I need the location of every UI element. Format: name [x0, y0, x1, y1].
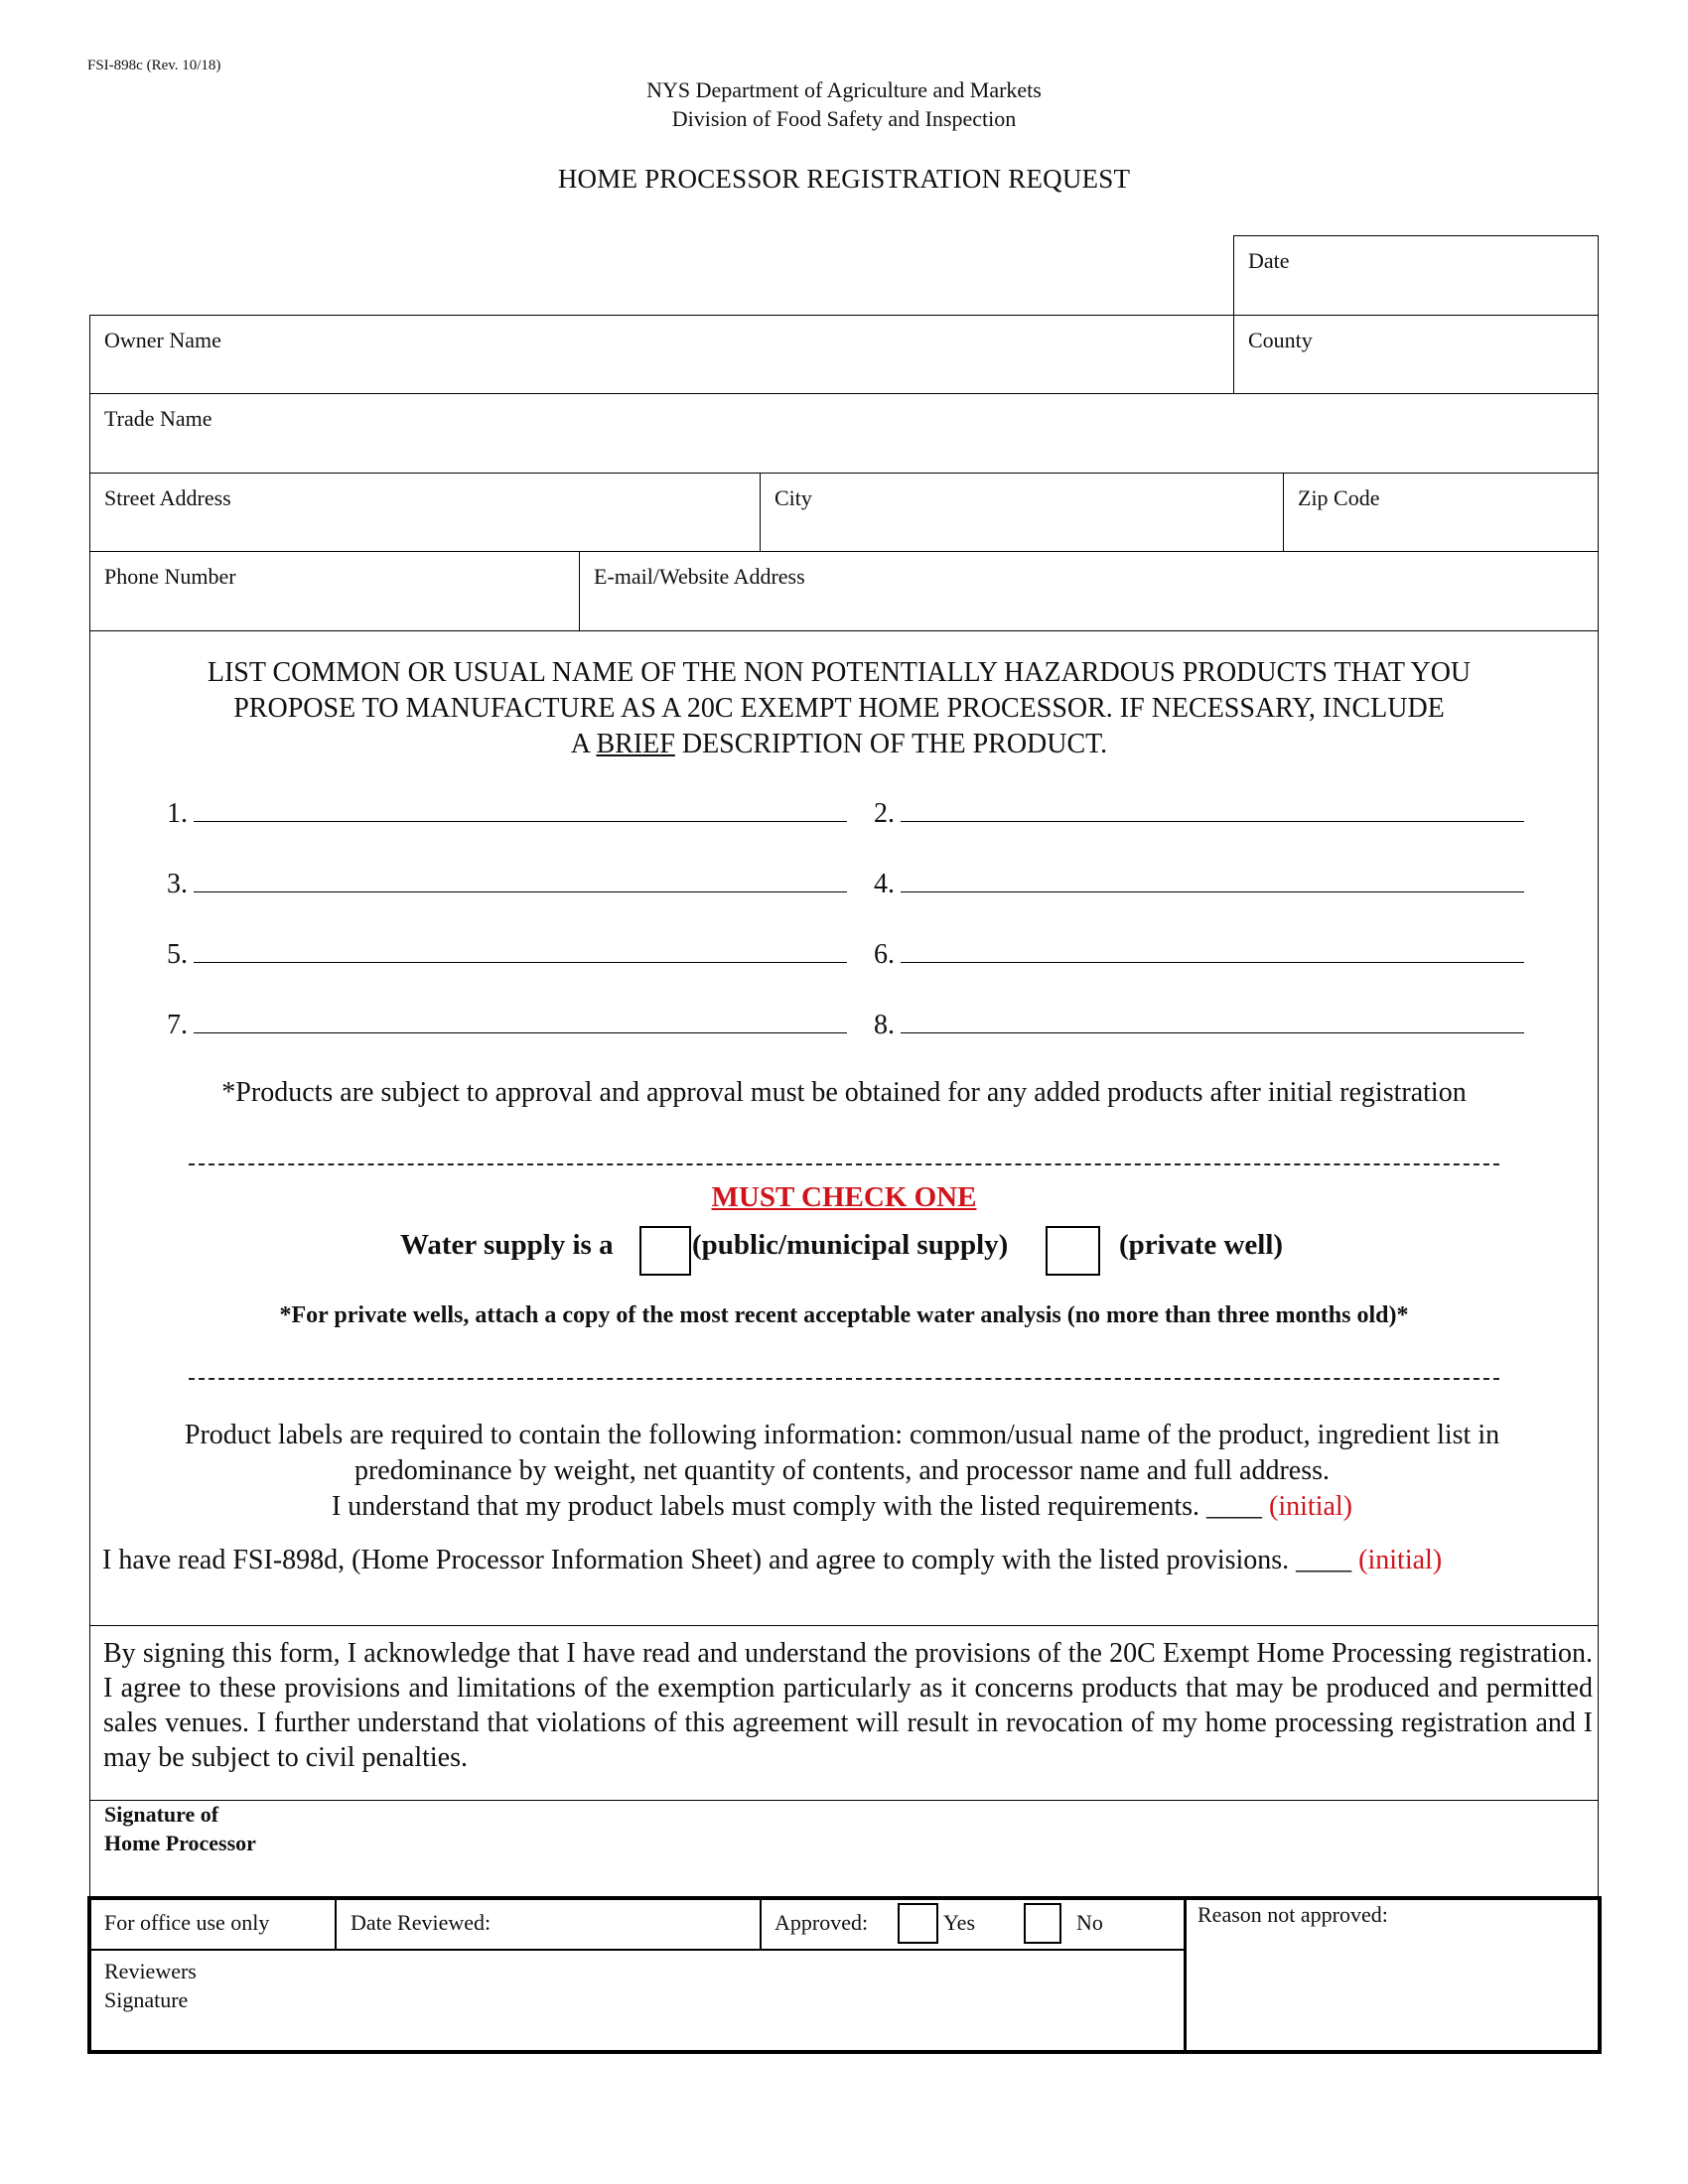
signature-label-line-2: Home Processor — [104, 1831, 256, 1855]
city-box — [760, 473, 1284, 552]
county-box — [1233, 315, 1599, 394]
office-col-divider-1 — [335, 1899, 337, 1950]
signature-label — [104, 1800, 256, 1857]
signature-label-line-1: Signature of — [104, 1802, 219, 1827]
private-well-checkbox[interactable] — [1046, 1226, 1100, 1276]
public-supply-label: (public/municipal supply) — [692, 1229, 1009, 1261]
public-supply-checkbox[interactable] — [639, 1226, 691, 1276]
private-well-label: (private well) — [1119, 1229, 1284, 1261]
product-number-8: 8. — [874, 1010, 895, 1040]
product-number-6: 6. — [874, 939, 895, 970]
brief-underlined: BRIEF — [596, 729, 675, 759]
product-line-1[interactable] — [167, 797, 847, 830]
date-label: Date — [1248, 248, 1290, 273]
approved-yes-checkbox[interactable] — [898, 1903, 938, 1944]
approved-yes-label: Yes — [943, 1910, 976, 1935]
signature-box[interactable] — [89, 1800, 1599, 1899]
owner-name-label: Owner Name — [104, 328, 221, 352]
owner-name-box — [89, 315, 1234, 394]
reason-not-approved-label: Reason not approved: — [1197, 1902, 1388, 1927]
product-number-4: 4. — [874, 869, 895, 899]
acknowledgement-text: By signing this form, I acknowledge that I have read and understand the provisions of the 20C Exempt Home Processing registration. I agree to these provisions and limitations of the exemption particularly as it concerns products that may be produced and permitted sales venues. I further understand that violations of this agreement will result in revocation of my home processing registration and I may be subject to civil penalties. — [103, 1638, 1593, 1773]
office-use-label: For office use only — [104, 1910, 270, 1935]
reviewers-line-2: Signature — [104, 1987, 189, 2012]
zip-code-box — [1283, 473, 1599, 552]
approved-no-checkbox[interactable] — [1024, 1903, 1061, 1944]
email-website-label: E-mail/Website Address — [594, 564, 805, 589]
products-approval-note: *Products are subject to approval and approval must be obtained for any added products after initial registration — [221, 1077, 1467, 1108]
street-address-input[interactable] — [100, 513, 750, 545]
product-number-2: 2. — [874, 798, 895, 829]
product-number-5: 5. — [167, 939, 188, 970]
labels-understand: I understand that my product labels must comply with the listed requirements. ____ — [331, 1491, 1263, 1522]
labels-line-2: predominance by weight, net quantity of contents, and processor name and full address. — [353, 1455, 1331, 1486]
office-col-divider-2 — [760, 1899, 762, 1950]
county-label: County — [1248, 328, 1313, 352]
product-line-3[interactable] — [167, 868, 847, 900]
agency-name: NYS Department of Agriculture and Markets — [646, 77, 1042, 102]
instruction-line-3-post: DESCRIPTION OF THE PRODUCT. — [674, 729, 1108, 759]
labels-initial[interactable]: (initial) — [1269, 1491, 1353, 1522]
division-name: Division of Food Safety and Inspection — [671, 106, 1017, 131]
email-website-box — [579, 551, 1599, 631]
phone-number-box — [89, 551, 580, 631]
date-field-box — [1233, 235, 1599, 316]
labels-line-1: Product labels are required to contain the following information: common/usual name of the product, ingredient list in — [184, 1420, 1500, 1450]
city-input[interactable] — [771, 513, 1273, 545]
product-line-5[interactable] — [167, 938, 847, 971]
page-title: HOME PROCESSOR REGISTRATION REQUEST — [557, 164, 1131, 194]
street-address-box — [89, 473, 761, 552]
instruction-line-2: PROPOSE TO MANUFACTURE AS A 20C EXEMPT HOME PROCESSOR. IF NECESSARY, INCLUDE — [233, 693, 1445, 724]
divider-bottom — [189, 1378, 1499, 1380]
zip-code-input[interactable] — [1294, 513, 1588, 545]
instruction-line-3-pre: A — [570, 729, 597, 759]
labels-line-3 — [87, 1489, 1597, 1525]
office-vertical-divider — [1184, 1896, 1187, 2054]
read-fsi-line — [102, 1545, 1442, 1576]
city-label: City — [774, 485, 812, 510]
reviewers-signature-label — [104, 1957, 197, 2014]
instruction-line-3 — [89, 727, 1589, 762]
products-instruction — [89, 655, 1589, 762]
trade-name-box — [89, 393, 1599, 474]
approved-no-label: No — [1076, 1910, 1103, 1935]
product-line-2[interactable] — [874, 797, 1524, 830]
divider-top — [189, 1163, 1499, 1165]
labels-requirement — [87, 1418, 1597, 1525]
product-number-7: 7. — [167, 1010, 188, 1040]
product-line-4[interactable] — [874, 868, 1524, 900]
street-address-label: Street Address — [104, 485, 231, 510]
instruction-line-1: LIST COMMON OR USUAL NAME OF THE NON POTENTIALLY HAZARDOUS PRODUCTS THAT YOU — [207, 657, 1472, 688]
water-supply-prefix: Water supply is a — [400, 1229, 614, 1261]
phone-number-label: Phone Number — [104, 564, 236, 589]
approved-label: Approved: — [774, 1910, 869, 1935]
must-check-one: MUST CHECK ONE — [711, 1181, 977, 1213]
form-id: FSI-898c (Rev. 10/18) — [87, 58, 221, 73]
trade-name-input[interactable] — [100, 435, 1588, 467]
phone-number-input[interactable] — [100, 593, 569, 624]
product-number-1: 1. — [167, 798, 188, 829]
product-line-7[interactable] — [167, 1009, 847, 1041]
private-wells-note: *For private wells, attach a copy of the most recent acceptable water analysis (no more than three months old)* — [279, 1302, 1409, 1328]
read-fsi-initial[interactable]: (initial) — [1358, 1545, 1443, 1575]
read-fsi-text: I have read FSI-898d, (Home Processor Information Sheet) and agree to comply with the listed provisions. ____ — [102, 1545, 1352, 1575]
zip-code-label: Zip Code — [1298, 485, 1380, 510]
product-line-8[interactable] — [874, 1009, 1524, 1041]
county-input[interactable] — [1244, 355, 1588, 387]
office-row-divider — [90, 1949, 1184, 1951]
product-line-6[interactable] — [874, 938, 1524, 971]
trade-name-label: Trade Name — [104, 406, 212, 431]
date-input[interactable] — [1244, 277, 1588, 309]
reviewers-line-1: Reviewers — [104, 1959, 197, 1983]
owner-name-input[interactable] — [100, 355, 1223, 387]
email-website-input[interactable] — [590, 593, 1588, 624]
date-reviewed-label: Date Reviewed: — [351, 1910, 492, 1935]
product-number-3: 3. — [167, 869, 188, 899]
